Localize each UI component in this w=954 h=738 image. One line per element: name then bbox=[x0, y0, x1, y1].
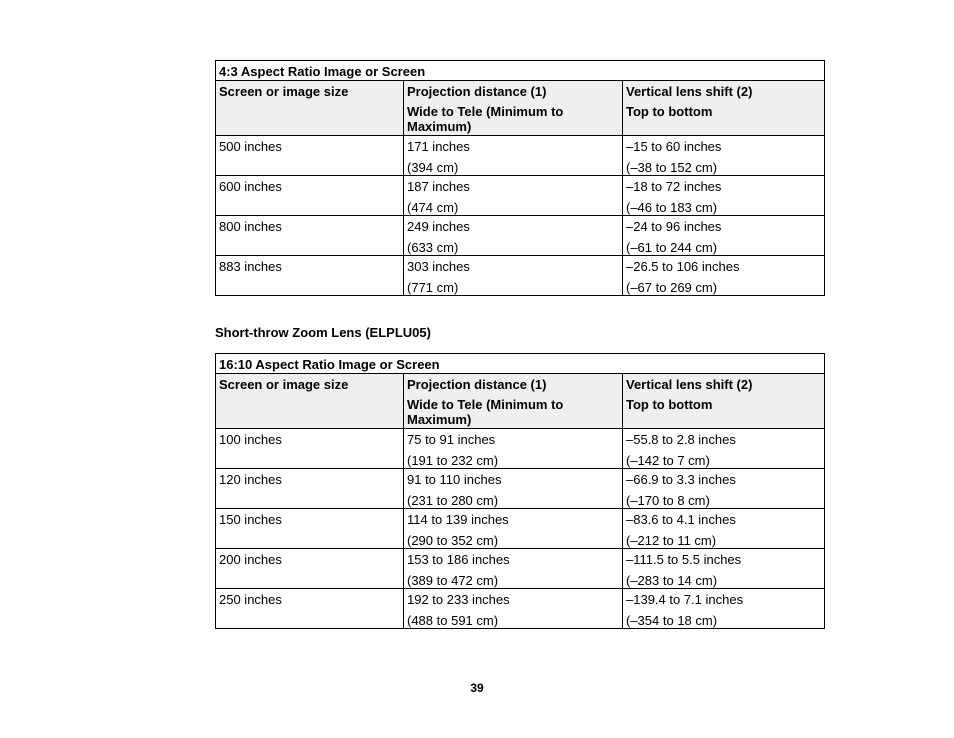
cell-vertical-shift bbox=[623, 549, 825, 589]
screen-size-value: 500 inches bbox=[219, 139, 282, 154]
distance-inches: 171 inches bbox=[407, 139, 470, 154]
table-header-row bbox=[216, 81, 825, 136]
header-projection-distance bbox=[404, 374, 623, 429]
shift-inches: –26.5 to 106 inches bbox=[626, 259, 740, 274]
shift-cm: (–38 to 152 cm) bbox=[626, 160, 718, 175]
header-screen-size: Screen or image size bbox=[216, 81, 404, 136]
screen-size-value: 883 inches bbox=[219, 259, 282, 274]
cell-projection-distance bbox=[404, 216, 623, 256]
table-row bbox=[216, 469, 825, 509]
shift-inches: –111.5 to 5.5 inches bbox=[626, 552, 742, 567]
cell-vertical-shift bbox=[623, 429, 825, 469]
table-row bbox=[216, 509, 825, 549]
shift-inches: –139.4 to 7.1 inches bbox=[626, 592, 744, 607]
aspect-16-10-table bbox=[215, 353, 825, 629]
table-row bbox=[216, 256, 825, 296]
header-vertical-shift-label: Vertical lens shift (2) bbox=[626, 377, 753, 392]
table-row bbox=[216, 429, 825, 469]
screen-size-value: 100 inches bbox=[219, 432, 282, 447]
distance-inches: 249 inches bbox=[407, 219, 470, 234]
distance-cm: (771 cm) bbox=[407, 280, 459, 295]
shift-inches: –66.9 to 3.3 inches bbox=[626, 472, 736, 487]
distance-inches: 75 to 91 inches bbox=[407, 432, 496, 447]
cell-vertical-shift bbox=[623, 469, 825, 509]
screen-size-value: 150 inches bbox=[219, 512, 282, 527]
table-header-row bbox=[216, 374, 825, 429]
cell-screen-size bbox=[216, 216, 404, 256]
table-title: 4:3 Aspect Ratio Image or Screen bbox=[216, 61, 825, 81]
distance-cm: (231 to 280 cm) bbox=[407, 493, 499, 508]
distance-cm: (290 to 352 cm) bbox=[407, 533, 499, 548]
shift-cm: (–354 to 18 cm) bbox=[626, 613, 718, 628]
cell-vertical-shift bbox=[623, 589, 825, 629]
header-projection-distance bbox=[404, 81, 623, 136]
table-row bbox=[216, 136, 825, 176]
header-projection-distance-sub: Wide to Tele (Minimum to Maximum) bbox=[407, 104, 564, 134]
table-title-row bbox=[216, 61, 825, 81]
table-row bbox=[216, 549, 825, 589]
distance-inches: 192 to 233 inches bbox=[407, 592, 510, 607]
header-vertical-shift bbox=[623, 374, 825, 429]
cell-projection-distance bbox=[404, 429, 623, 469]
header-vertical-shift-sub: Top to bottom bbox=[626, 397, 713, 412]
shift-cm: (–61 to 244 cm) bbox=[626, 240, 718, 255]
table-row bbox=[216, 216, 825, 256]
cell-vertical-shift bbox=[623, 509, 825, 549]
screen-size-value: 600 inches bbox=[219, 179, 282, 194]
distance-inches: 187 inches bbox=[407, 179, 470, 194]
shift-cm: (–142 to 7 cm) bbox=[626, 453, 710, 468]
distance-inches: 303 inches bbox=[407, 259, 470, 274]
header-vertical-shift bbox=[623, 81, 825, 136]
shift-cm: (–67 to 269 cm) bbox=[626, 280, 718, 295]
table-title: 16:10 Aspect Ratio Image or Screen bbox=[216, 354, 825, 374]
header-projection-distance-label: Projection distance (1) bbox=[407, 84, 547, 99]
cell-projection-distance bbox=[404, 256, 623, 296]
cell-vertical-shift bbox=[623, 176, 825, 216]
header-projection-distance-sub: Wide to Tele (Minimum to Maximum) bbox=[407, 397, 564, 427]
distance-cm: (474 cm) bbox=[407, 200, 459, 215]
cell-screen-size bbox=[216, 589, 404, 629]
header-projection-distance-label: Projection distance (1) bbox=[407, 377, 547, 392]
shift-inches: –55.8 to 2.8 inches bbox=[626, 432, 736, 447]
shift-inches: –83.6 to 4.1 inches bbox=[626, 512, 736, 527]
shift-cm: (–170 to 8 cm) bbox=[626, 493, 710, 508]
distance-cm: (633 cm) bbox=[407, 240, 459, 255]
screen-size-value: 800 inches bbox=[219, 219, 282, 234]
screen-size-value: 250 inches bbox=[219, 592, 282, 607]
aspect-4-3-table bbox=[215, 60, 825, 296]
cell-screen-size bbox=[216, 549, 404, 589]
screen-size-value: 200 inches bbox=[219, 552, 282, 567]
distance-inches: 91 to 110 inches bbox=[407, 472, 502, 487]
shift-inches: –18 to 72 inches bbox=[626, 179, 722, 194]
cell-screen-size bbox=[216, 509, 404, 549]
cell-vertical-shift bbox=[623, 216, 825, 256]
cell-projection-distance bbox=[404, 509, 623, 549]
header-vertical-shift-label: Vertical lens shift (2) bbox=[626, 84, 753, 99]
shift-cm: (–46 to 183 cm) bbox=[626, 200, 718, 215]
cell-screen-size bbox=[216, 256, 404, 296]
distance-cm: (488 to 591 cm) bbox=[407, 613, 499, 628]
header-screen-size: Screen or image size bbox=[216, 374, 404, 429]
distance-inches: 153 to 186 inches bbox=[407, 552, 510, 567]
table-row bbox=[216, 589, 825, 629]
cell-vertical-shift bbox=[623, 256, 825, 296]
page-number: 39 bbox=[470, 681, 484, 695]
cell-projection-distance bbox=[404, 549, 623, 589]
distance-cm: (389 to 472 cm) bbox=[407, 573, 499, 588]
distance-cm: (191 to 232 cm) bbox=[407, 453, 499, 468]
section-title: Short-throw Zoom Lens (ELPLU05) bbox=[215, 325, 431, 340]
cell-projection-distance bbox=[404, 136, 623, 176]
distance-cm: (394 cm) bbox=[407, 160, 459, 175]
cell-vertical-shift bbox=[623, 136, 825, 176]
cell-screen-size bbox=[216, 136, 404, 176]
cell-projection-distance bbox=[404, 469, 623, 509]
screen-size-value: 120 inches bbox=[219, 472, 282, 487]
cell-projection-distance bbox=[404, 176, 623, 216]
cell-screen-size bbox=[216, 176, 404, 216]
shift-inches: –15 to 60 inches bbox=[626, 139, 722, 154]
cell-screen-size bbox=[216, 429, 404, 469]
shift-cm: (–212 to 11 cm) bbox=[626, 533, 717, 548]
cell-screen-size bbox=[216, 469, 404, 509]
header-vertical-shift-sub: Top to bottom bbox=[626, 104, 713, 119]
distance-inches: 114 to 139 inches bbox=[407, 512, 509, 527]
table-row bbox=[216, 176, 825, 216]
shift-cm: (–283 to 14 cm) bbox=[626, 573, 718, 588]
table-title-row bbox=[216, 354, 825, 374]
cell-projection-distance bbox=[404, 589, 623, 629]
shift-inches: –24 to 96 inches bbox=[626, 219, 722, 234]
